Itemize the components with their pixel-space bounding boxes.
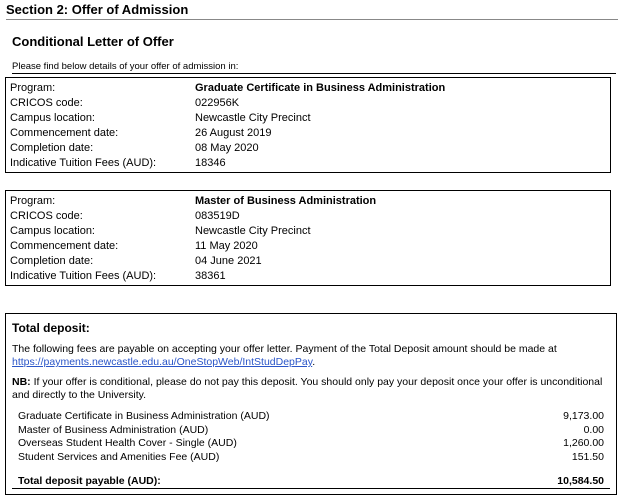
deposit-instructions-end: . [312,356,316,368]
completion-label: Completion date: [10,255,94,267]
cricos-row [10,96,610,111]
completion-label: Completion date: [10,142,94,154]
cricos-label: CRICOS code: [10,210,83,222]
campus-value: Newcastle City Precinct [195,225,311,237]
fee-label: Master of Business Administration (AUD) [18,423,209,436]
deposit-title: Total deposit: [12,321,90,335]
fee-row [18,410,604,424]
completion-value: 08 May 2020 [195,142,259,154]
fee-label: Student Services and Amenities Fee (AUD) [18,450,220,463]
nb-label: NB: [12,376,31,388]
fees-value: 18346 [195,157,226,169]
completion-row [10,141,610,156]
commencement-label: Commencement date: [10,127,119,139]
program-box-2 [5,190,611,286]
fee-row [18,451,604,465]
cricos-value: 022956K [195,97,240,109]
cricos-row [10,209,610,224]
program-box-1 [5,77,611,173]
program-row [10,81,610,96]
commencement-label: Commencement date: [10,240,119,252]
cricos-value: 083519D [195,210,240,222]
fee-label: Overseas Student Health Cover - Single (AUD) [18,437,237,449]
program-label: Program: [10,82,56,94]
commencement-row [10,126,610,141]
commencement-value: 11 May 2020 [195,240,258,252]
deposit-instructions-text: The following fees are payable on accepting your offer letter. Payment of the Total Deposit amount should be made at [12,343,557,355]
document-title: Conditional Letter of Offer [12,34,174,49]
program-label: Program: [10,195,56,207]
total-label: Total deposit payable (AUD): [18,475,161,487]
payment-link[interactable]: https://payments.newcastle.edu.au/OneStopWeb/IntStudDepPay [12,356,313,368]
program-name: Graduate Certificate in Business Administration [195,82,446,94]
fees-row [10,156,610,171]
fee-amount: 1,260.00 [563,437,604,449]
fees-row [10,269,610,284]
cricos-label: CRICOS code: [10,97,83,109]
fee-amount: 151.50 [571,450,604,463]
program-row [10,194,610,209]
completion-row [10,254,610,269]
deposit-note [12,376,610,402]
intro-text: Please find below details of your offer of admission in: [12,61,616,74]
campus-row [10,224,610,239]
fees-label: Indicative Tuition Fees (AUD): [10,270,157,282]
program-name: Master of Business Administration [195,195,377,207]
fee-table [18,410,604,464]
fee-row [18,424,604,438]
total-row [18,475,604,487]
total-underline [12,488,610,489]
completion-value: 04 June 2021 [195,255,262,267]
fee-amount: 9,173.00 [563,410,604,422]
total-amount: 10,584.50 [557,475,604,487]
deposit-box [5,313,617,495]
fee-label: Graduate Certificate in Business Administration (AUD) [18,410,270,422]
campus-label: Campus location: [10,225,95,237]
section-title: Section 2: Offer of Admission [6,2,618,20]
fee-row [18,437,604,451]
campus-label: Campus location: [10,112,95,124]
fees-label: Indicative Tuition Fees (AUD): [10,157,157,169]
deposit-instructions [12,343,610,369]
nb-text: If your offer is conditional, please do not pay this deposit. You should only pay your deposit once your offer is unconditional and directly to the University. [12,376,603,401]
commencement-row [10,239,610,254]
campus-row [10,111,610,126]
fee-amount: 0.00 [583,423,604,436]
campus-value: Newcastle City Precinct [195,112,311,124]
commencement-value: 26 August 2019 [195,127,272,139]
fees-value: 38361 [195,270,226,282]
